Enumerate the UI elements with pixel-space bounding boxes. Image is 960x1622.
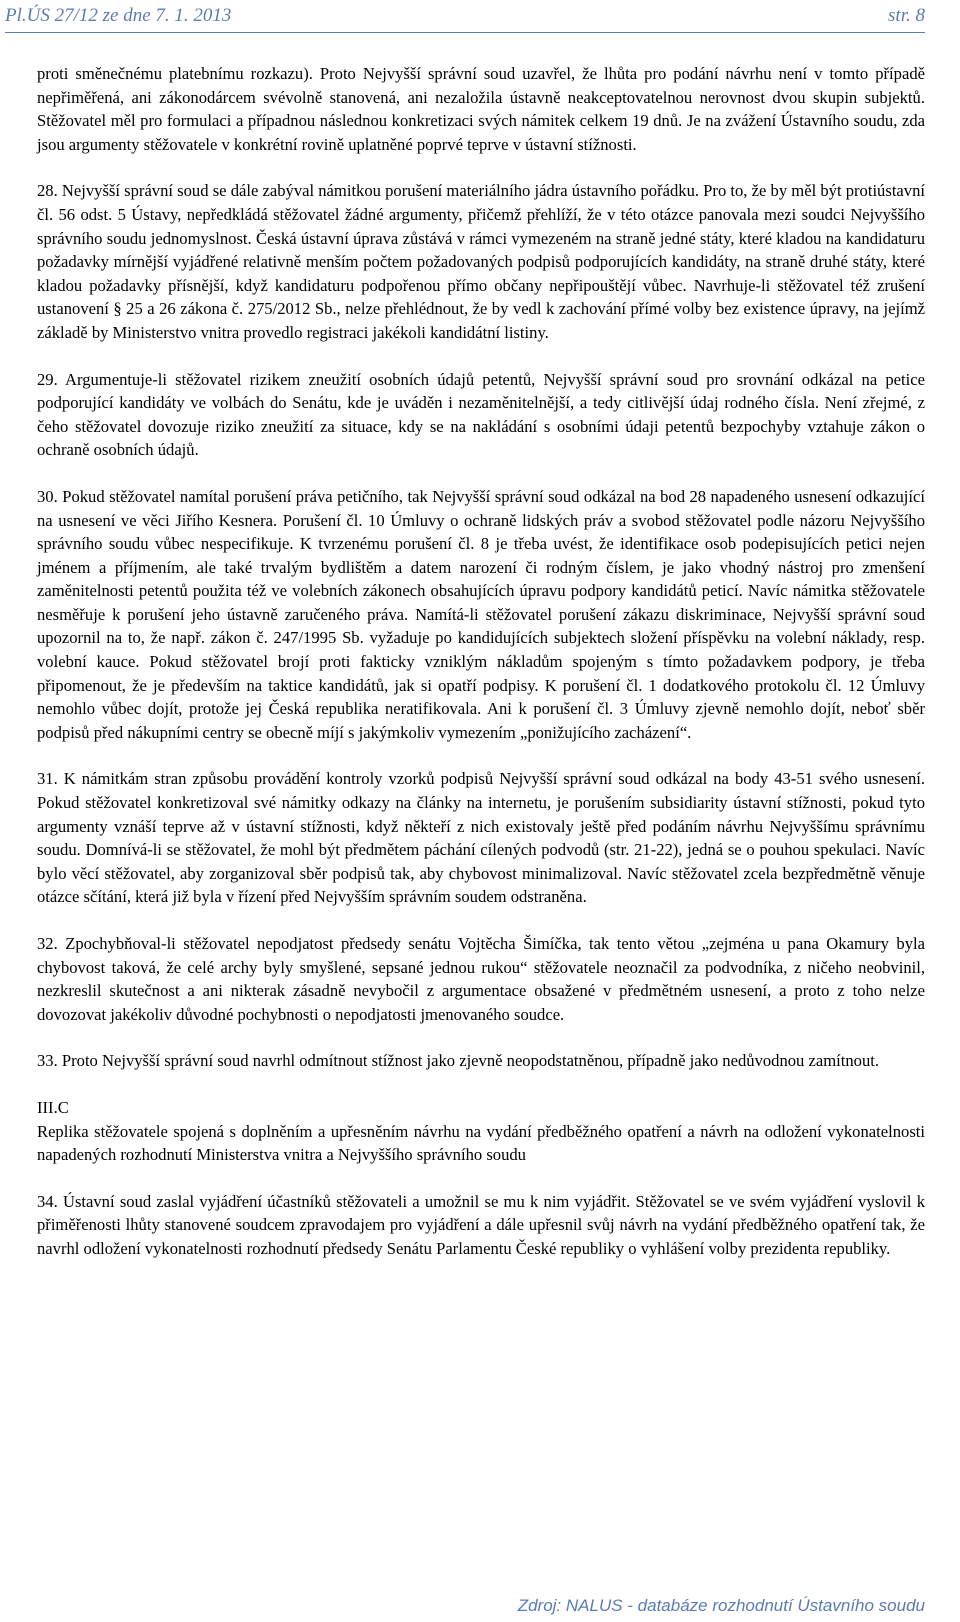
page-header <box>5 5 925 31</box>
paragraph-30: 30. Pokud stěžovatel namítal porušení práva petičního, tak Nejvyšší správní soud odkázal na bod 28 napadeného usnesení odkazující na usnesení ve věci Jiřího Kesnera. Porušení čl. 10 Úmluvy o ochraně lidských práv a svobod stěžovatel podle názoru Nejvyššího správního soudu vůbec nespecifikuje. K tvrzenému porušení čl. 8 je třeba uvést, že identifikace osob podepisujících petici nejen jménem a příjmením, ale také trvalým bydlištěm a datem narození či rodným číslem, je jako vhodný nástroj pro zmenšení zaměnitelnosti petentů použita též ve volebních zákonech obsahujících úpravu podpory kandidátů peticí. Navíc námitka stěžovatele nesměřuje k porušení jeho ústavně zaručeného práva. Namítá-li stěžovatel porušení zákazu diskriminace, Nejvyšší správní soud upozornil na to, že např. zákon č. 247/1995 Sb. vyžaduje po kandidujících subjektech složení příspěvku na volební náklady, resp. volební kauce. Pokud stěžovatel brojí proti fakticky vzniklým nákladům spojeným s tímto požadavkem podpory, je třeba připomenout, že je především na taktice kandidátů, jak si opatří podpisy. K porušení čl. 1 dodatkového protokolu čl. 12 Úmluvy nemohlo vůbec dojít, protože jej Česká republika neratifikovala. Ani k porušení čl. 3 Úmluvy zjevně nemohlo dojít, neboť sběr podpisů před nákupními centry se obecně míjí s jakýmkoliv vymezením „ponižujícího zacházení“. <box>37 486 925 742</box>
paragraph-31: 31. K námitkám stran způsobu provádění kontroly vzorků podpisů Nejvyšší správní soud odkázal na body 43-51 svého usnesení. Pokud stěžovatel konkretizoval své námitky odkazy na články na internetu, je porušením subsidiarity ústavní stížnosti, pokud tyto argumenty vznáší teprve až v ústavní stížnosti, když někteří z nich existovaly ještě před podáním návrhu Nejvyššímu správnímu soudu. Domnívá-li se stěžovatel, že mohl být předmětem páchání cílených podvodů (str. 21-22), jedná se o pouhou spekulaci. Navíc bylo věcí stěžovatel, aby zorganizoval sběr podpisů tak, aby chybovost minimalizoval. Navíc stěžovatel zcela bezpředmětně věnuje otázce sčítání, která již byla v řízení před Nejvyšším správním soudem odstraněna. <box>37 769 925 907</box>
section-number: III.C <box>37 1097 69 1117</box>
document-body <box>37 62 925 1284</box>
paragraph-continuation: proti směnečnému platebnímu rozkazu). Proto Nejvyšší správní soud uzavřel, že lhůta pro podání návrhu není v tomto případě nepřiměřená, ani zákonodárcem svévolně stanovená, ani nezaložila ústavně neakceptovatelnou nerovnost dvou skupin subjektů. Stěžovatel měl pro formulaci a případnou následnou konkretizaci svých námitek celkem 19 dnů. Je na zvážení Ústavního soudu, zda jsou argumenty stěžovatele v konkrétní rovině uplatněné poprvé teprve v ústavní stížnosti. <box>37 64 925 154</box>
decision-reference: Pl.ÚS 27/12 ze dne 7. 1. 2013 <box>5 5 232 26</box>
paragraph-34: 34. Ústavní soud zaslal vyjádření účastníků stěžovateli a umožnil se mu k nim vyjádřit. Stěžovatel se ve svém vyjádření vyslovil k přiměřenosti lhůty stanovené soudcem zpravodajem pro vyjádření a dále upřesnil svůj návrh na vydání předběžného opatření tak, že navrhl odložení vykonatelnosti rozhodnutí předsedy Senátu Parlamentu České republiky o vyhlášení volby prezidenta republiky. <box>37 1191 925 1258</box>
paragraph-29: 29. Argumentuje-li stěžovatel rizikem zneužití osobních údajů petentů, Nejvyšší správní soud pro srovnání odkázal na petice podporující kandidáty ve volbách do Senátu, kde je uváděn i nezaměnitelnější, a tedy citlivější údaj rodného čísla. Není zřejmé, z čeho stěžovatel dovozuje riziko zneužití za situace, kdy se na nakládání s osobními údaji petentů bezpochyby vztahuje zákon o ochraně osobních údajů. <box>37 369 925 460</box>
header-divider <box>5 32 925 33</box>
paragraph-28: 28. Nejvyšší správní soud se dále zabýval námitkou porušení materiálního jádra ústavního pořádku. Pro to, že by měl být protiústavní čl. 56 odst. 5 Ústavy, nepředkládá stěžovatel žádné argumenty, přičemž přehlíží, že v této otázce panovala mezi soudci Nejvyššího správního soudu jednomyslnost. Česká ústavní úprava zůstává v rámci vymezeném na straně jedné státy, které kladou na kandidaturu požadavky mírnější vyjádřené relativně menším počtem požadovaných podpisů podporujících kandidáty, na straně druhé státy, které kladou požadavky přísnější, když kandidaturu podpořenou přímo občany nepřipouštějí vůbec. Navrhuje-li stěžovatel též zrušení ustanovení § 25 a 26 zákona č. 275/2012 Sb., nelze přehlédnout, že by vedl k zachování přímé volby bez existence úpravy, na jejímž základě by Ministerstvo vnitra provedlo registraci jakékoli kandidátní listiny. <box>37 181 925 342</box>
paragraph-32: 32. Zpochybňoval-li stěžovatel nepodjatost předsedy senátu Vojtěcha Šimíčka, tak tento větou „zejména u pana Okamury byla chybovost taková, že celé archy byly smyšlené, sepsané jednou rukou“ stěžovatele neoznačil za podvodníka, z ničeho neobvinil, nezkreslil skutečnost a ani nikterak zásadně nevybočil z argumentace obsažené v předmětném usnesení, a proto z toho nelze dovozovat jakékoliv důvodné pochybnosti o nepodjatosti jmenovaného soudce. <box>37 934 925 1024</box>
page-number: str. 8 <box>888 5 925 26</box>
page-footer-source: Zdroj: NALUS - databáze rozhodnutí Ústavního soudu <box>517 1596 925 1615</box>
section-title: Replika stěžovatele spojená s doplněním a upřesněním návrhu na vydání předběžného opatření a návrh na odložení vykonatelnosti napadených rozhodnutí Ministerstva vnitra a Nejvyššího správního soudu <box>37 1121 925 1165</box>
paragraph-33: 33. Proto Nejvyšší správní soud navrhl odmítnout stížnost jako zjevně neopodstatněnou, případně jako nedůvodnou zamítnout. <box>37 1051 880 1071</box>
